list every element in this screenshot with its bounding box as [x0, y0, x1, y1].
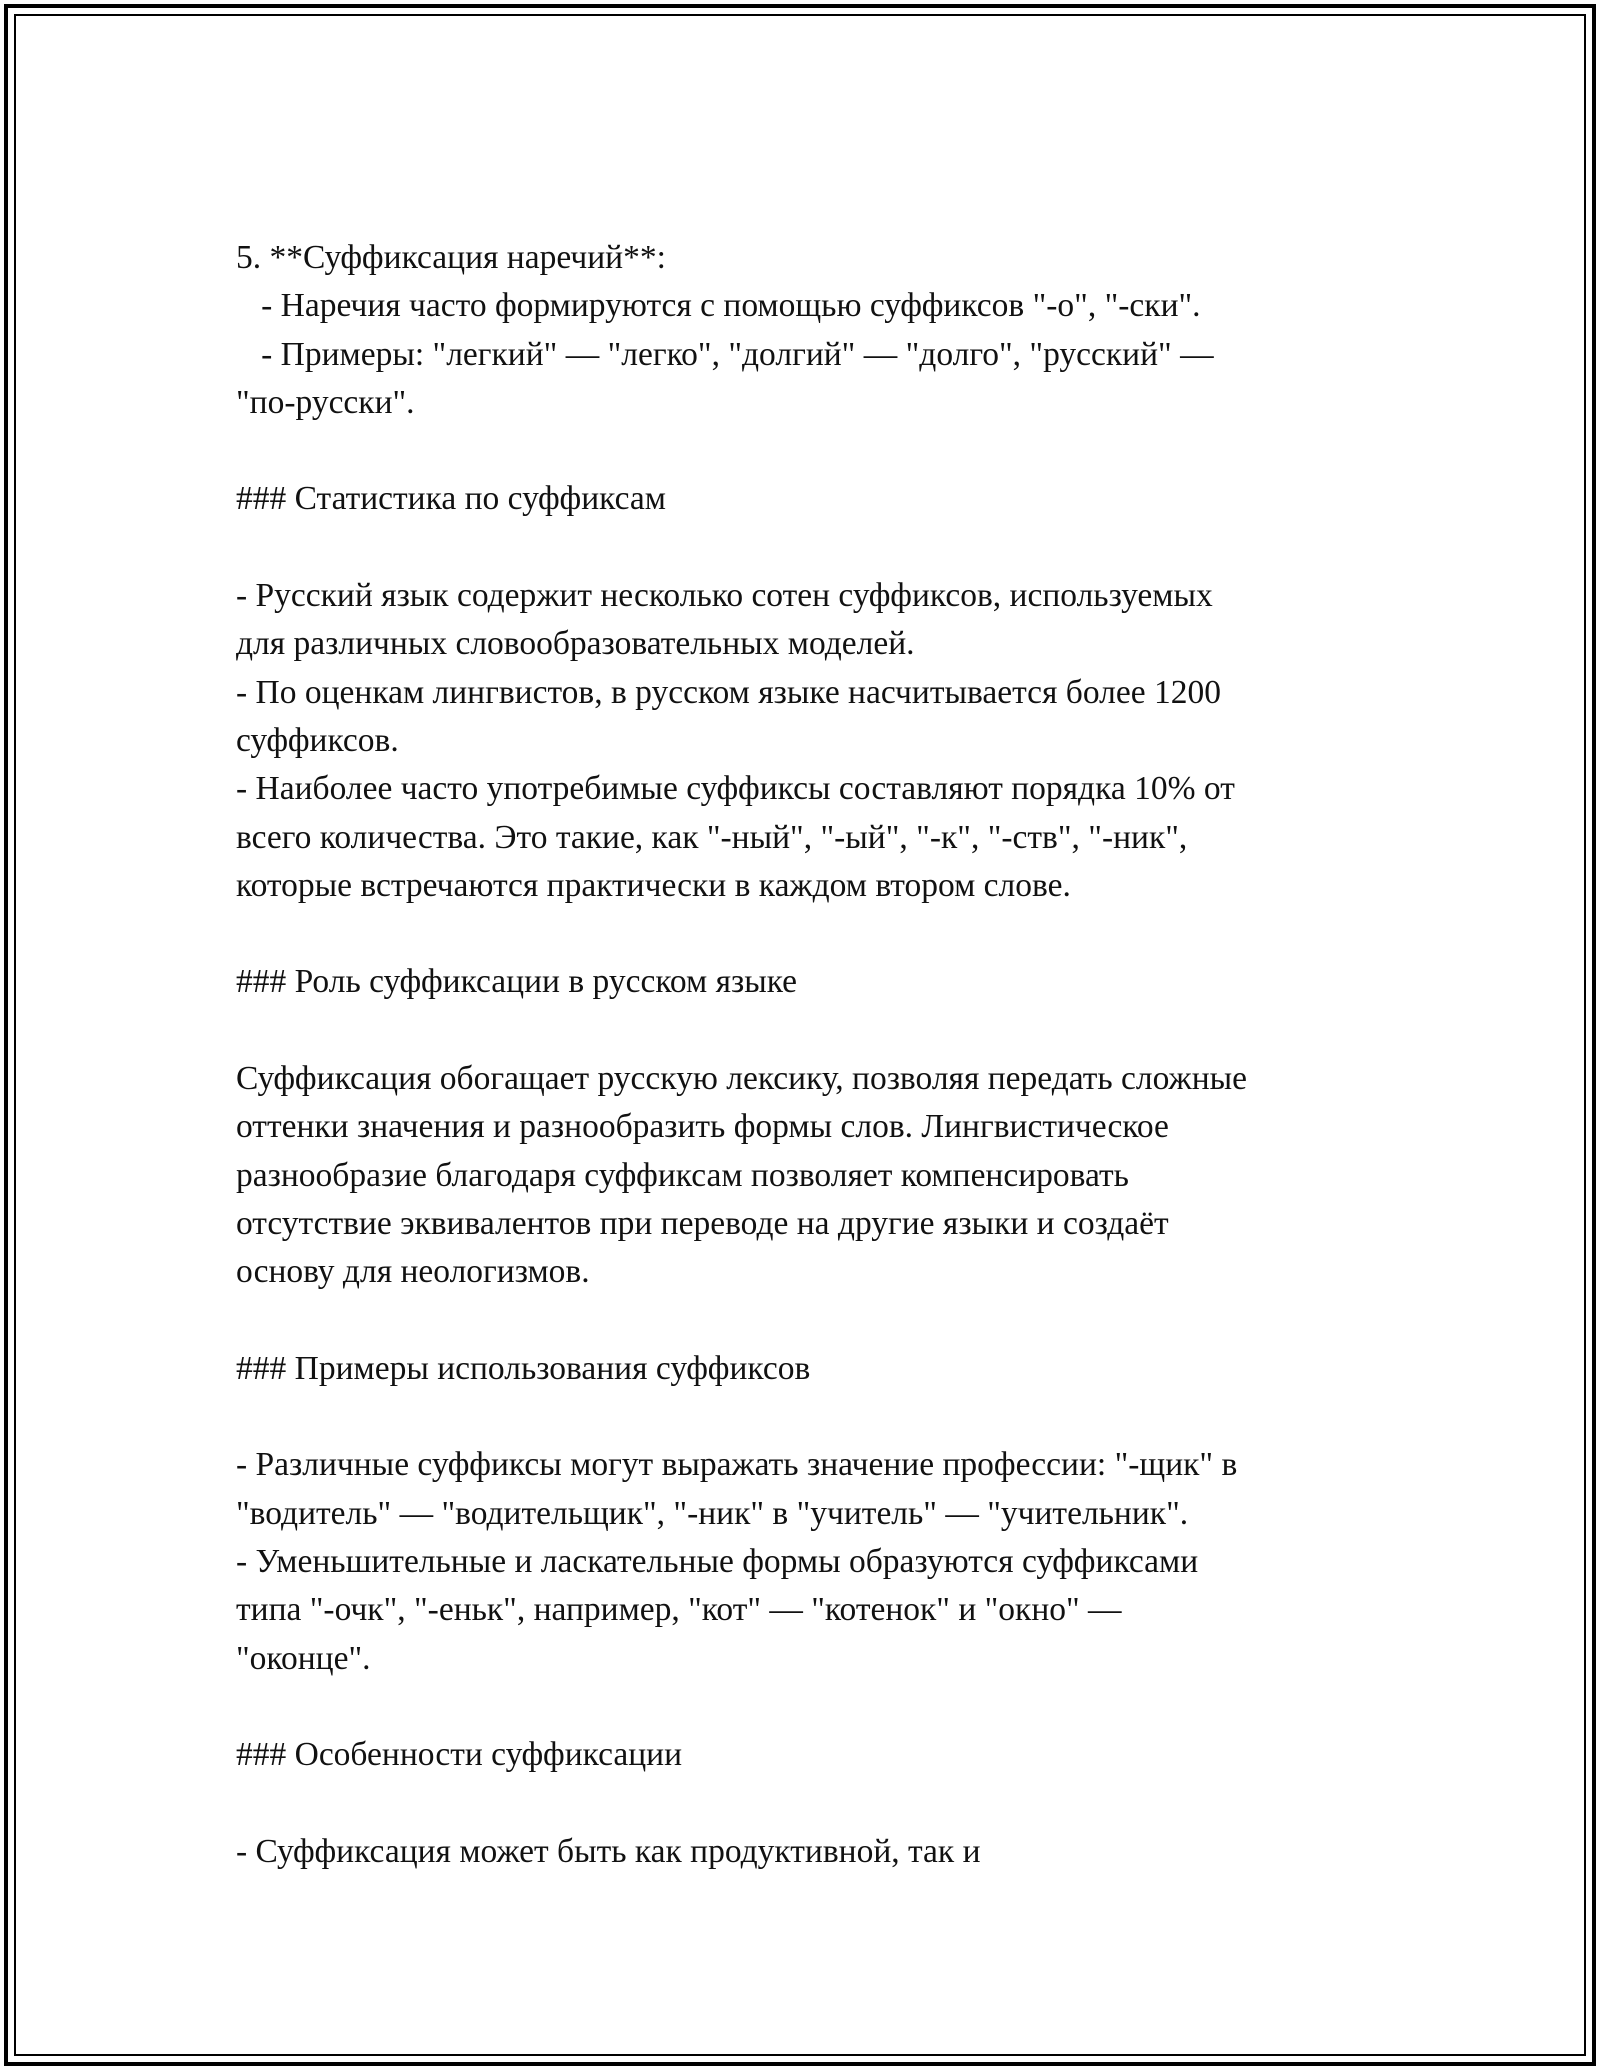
text-line: типа "-очк", "-еньк", например, "кот" — "котенок" и "окно" — [236, 1591, 1122, 1629]
blank-line [236, 910, 1396, 958]
text-line: оттенки значения и разнообразить формы слов. Лингвистическое [236, 1108, 1169, 1146]
text-line: "по-русски". [236, 383, 415, 421]
text-line: для различных словообразовательных моделей. [236, 625, 915, 663]
document-body [236, 234, 1396, 1876]
text-line: - Уменьшительные и ласкательные формы образуются суффиксами [236, 1543, 1199, 1581]
text-line: всего количества. Это такие, как "-ный", "-ый", "-к", "-ств", "-ник", [236, 818, 1188, 856]
blank-line [236, 524, 1396, 572]
text-line: - Примеры: "легкий" — "легко", "долгий" — "долго", "русский" — [236, 335, 1214, 373]
text-line: "оконце". [236, 1639, 371, 1677]
section-heading: ### Роль суффиксации в русском языке [236, 963, 798, 1001]
text-line: суффиксов. [236, 721, 399, 759]
text-line: - По оценкам лингвистов, в русском языке насчитывается более 1200 [236, 673, 1221, 711]
text-line: 5. **Суффиксация наречий**: [236, 239, 666, 276]
text-line: отсутствие эквивалентов при переводе на другие языки и создаёт [236, 1204, 1169, 1242]
text-line: - Суффиксация может быть как продуктивной, так и [236, 1832, 981, 1870]
text-line: Суффиксация обогащает русскую лексику, позволяя передать сложные [236, 1060, 1248, 1098]
blank-line [236, 1780, 1396, 1828]
text-line: основу для неологизмов. [236, 1253, 590, 1291]
text-line: "водитель" — "водительщик", "-ник" в "учитель" — "учительник". [236, 1494, 1189, 1532]
blank-line [236, 1393, 1396, 1441]
blank-line [236, 427, 1396, 475]
blank-line [236, 1007, 1396, 1055]
blank-line [236, 1297, 1396, 1345]
section-heading: ### Особенности суффиксации [236, 1736, 683, 1774]
text-line: разнообразие благодаря суффиксам позволяет компенсировать [236, 1156, 1129, 1194]
text-line: - Наиболее часто употребимые суффиксы составляют порядка 10% от [236, 770, 1235, 808]
blank-line [236, 1683, 1396, 1731]
section-heading: ### Примеры использования суффиксов [236, 1349, 811, 1387]
text-line: - Русский язык содержит несколько сотен суффиксов, используемых [236, 577, 1213, 615]
text-line: - Наречия часто формируются с помощью суффиксов "-о", "-ски". [236, 287, 1201, 325]
text-line: - Различные суффиксы могут выражать значение профессии: "-щик" в [236, 1446, 1238, 1484]
text-line: которые встречаются практически в каждом втором слове. [236, 866, 1071, 904]
section-heading: ### Статистика по суффиксам [236, 480, 666, 518]
